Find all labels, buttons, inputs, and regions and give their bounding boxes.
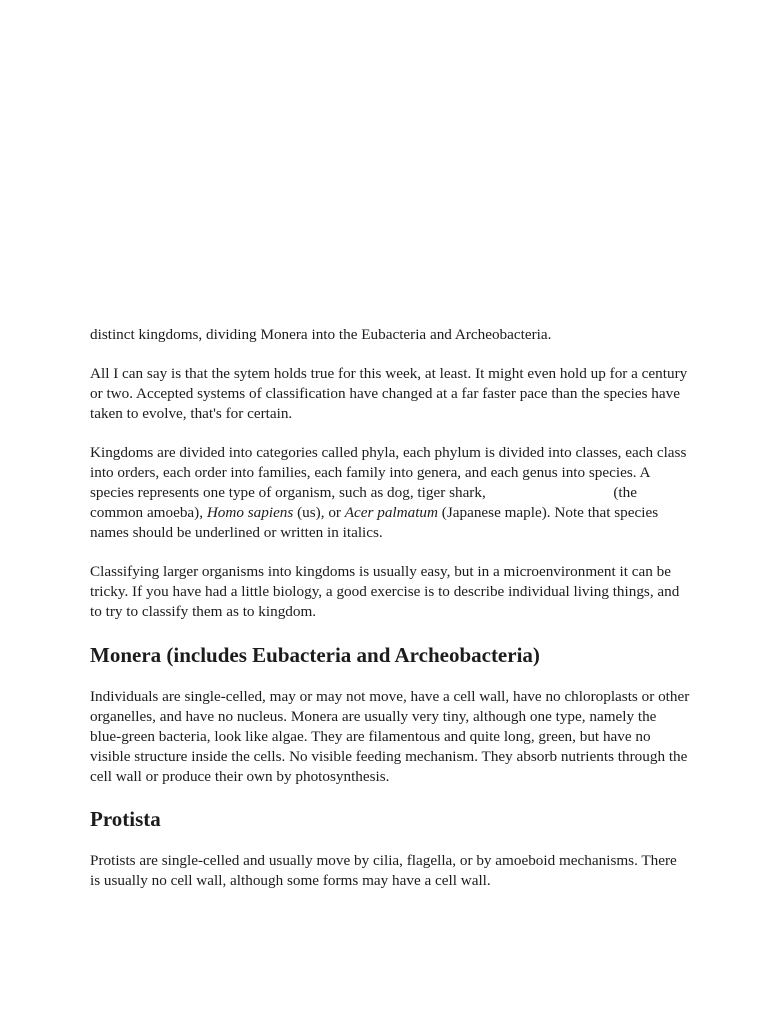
paragraph-intro-tail: distinct kingdoms, dividing Monera into the Eubacteria and Archeobacteria.: [90, 326, 552, 343]
paragraph-protista: Protists are single-celled and usually move by cilia, flagella, or by amoeboid mechanisms. There is usually no cell wall, although some forms may have a cell wall.: [90, 852, 677, 889]
document-body: [90, 325, 690, 891]
kingdoms-text-part1: Kingdoms are divided into categories called phyla, each phylum is divided into classes, each class into orders, each order into families, each family into genera, and each genus into species. A species represents one type of organism, such as dog, tiger shark,: [90, 444, 687, 501]
paragraph-classifying: Classifying larger organisms into kingdoms is usually easy, but in a microenvironment it can be tricky. If you have had a little biology, a good exercise is to describe individual living things, and to try to classify them as to kingdom.: [90, 563, 680, 620]
heading-protista: Protista: [90, 807, 161, 831]
kingdoms-text-part4: (Japanese maple). Note that species names should be underlined or written in italics.: [90, 504, 659, 541]
species-name-homo-sapiens: Homo sapiens: [206, 504, 294, 521]
paragraph-monera: Individuals are single-celled, may or may not move, have a cell wall, have no chloroplasts or other organelles, and have no nucleus. Monera are usually very tiny, although one type, namely the blue-green bacteria, look like algae. They are filamentous and quite long, green, but have no visible structure inside the cells. No visible feeding mechanism. They absorb nutrients through the cell wall or produce their own by photosynthesis.: [90, 688, 690, 785]
species-name-acer-palmatum: Acer palmatum: [344, 504, 438, 521]
kingdoms-text-part3: (us), or: [297, 504, 341, 521]
kingdoms-text-part2: (the common amoeba),: [90, 484, 637, 521]
heading-monera: Monera (includes Eubacteria and Archeobacteria): [90, 643, 540, 667]
paragraph-system: All I can say is that the sytem holds true for this week, at least. It might even hold up for a century or two. Accepted systems of classification have changed at a far faster pace than the species have taken to evolve, that's for certain.: [90, 365, 688, 422]
paragraph-kingdoms: [90, 443, 690, 543]
